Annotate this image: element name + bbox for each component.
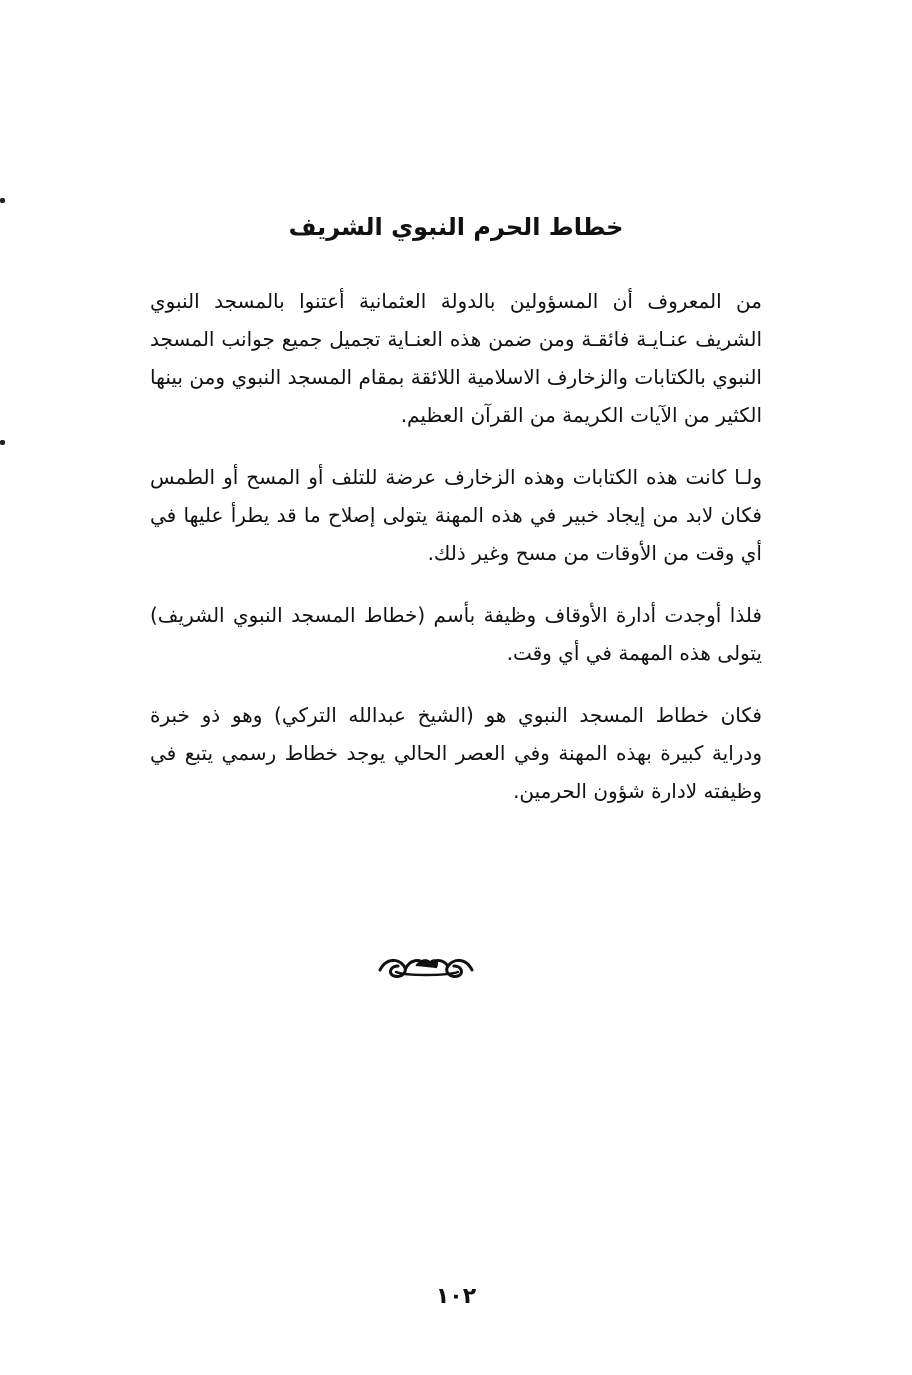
- paragraph-2: ولـا كانت هذه الكتابات وهذه الزخارف عرضة للتلف أو المسح أو الطمس فكان لابد من إيجاد خبير في هذه المهنة يتولى إصلاح ما قد يطرأ عليها في أي وقت من الأوقات من مسح وغير ذلك.: [150, 465, 762, 565]
- paragraph-1: من المعروف أن المسؤولين بالدولة العثمانية أعتنوا بالمسجد النبوي الشريف عنـايـة فائقـة ومن ضمن هذه العنـاية تجميل جميع جوانب المسجد النبوي بالكتابات والزخارف الاسلامية اللائقة بمقام المسجد النبوي ومن بينها الكثير من الآيات الكريمة من القرآن العظيم.: [150, 289, 762, 427]
- paragraph-3: فلذا أوجدت أدارة الأوقاف وظيفة بأسم (خطاط المسجد النبوي الشريف) يتولى هذه المهمة في أي وقت.: [150, 603, 762, 665]
- margin-mark-top: [0, 198, 5, 203]
- page-title: خطاط الحرم النبوي الشريف: [288, 213, 624, 241]
- paragraph-4: فكان خطاط المسجد النبوي هو (الشيخ عبدالله التركي) وهو ذو خبرة ودراية كبيرة بهذه المهنة وفي العصر الحالي يوجد خطاط رسمي يتبع في وظيفته لادارة شؤون الحرمين.: [150, 703, 762, 803]
- page-number: ١٠٢: [435, 1284, 477, 1309]
- body-text: [150, 282, 762, 834]
- margin-mark-middle: [0, 440, 5, 445]
- floral-ornament-icon: [376, 948, 476, 982]
